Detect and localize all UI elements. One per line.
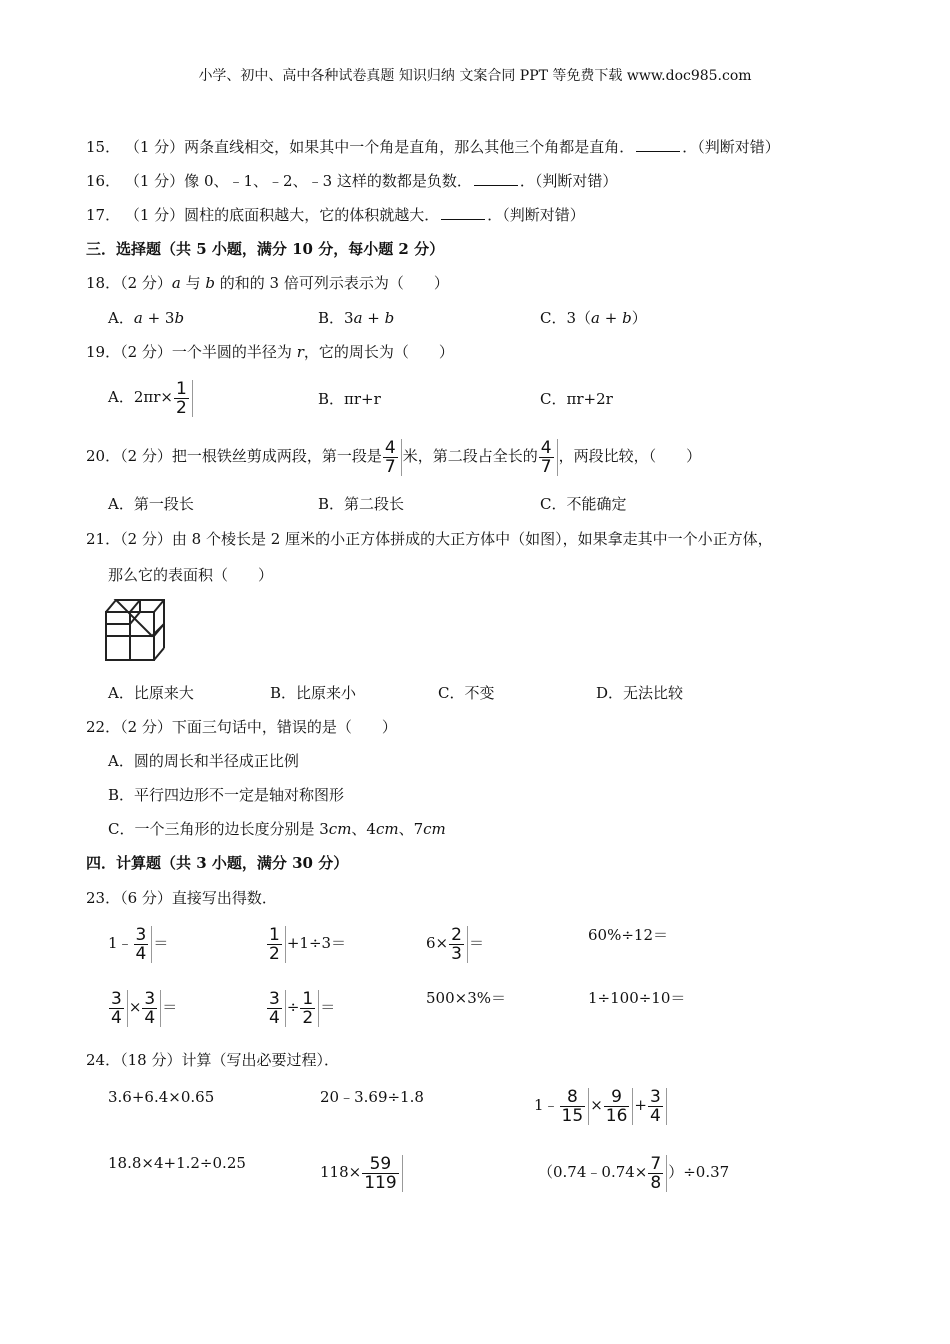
- expression-1: [108, 921, 168, 965]
- option-c[interactable]: C．不变: [438, 684, 495, 702]
- expression-8: 1÷100÷10＝: [588, 989, 686, 1007]
- denominator: 8: [650, 1172, 662, 1193]
- option-text: ）: [631, 309, 647, 327]
- option-a[interactable]: [108, 308, 184, 328]
- operator: ÷: [286, 998, 300, 1016]
- calculation-4: 18.8×4+1.2÷0.25: [108, 1154, 246, 1172]
- denominator: 4: [269, 1007, 280, 1028]
- option-text: 、7: [398, 820, 424, 838]
- option-a[interactable]: A．圆的周长和半径成正比例: [108, 752, 299, 770]
- option-b[interactable]: [318, 308, 394, 328]
- section-heading-choice: 三．选择题（共 5 小题，满分 10 分，每小题 2 分）: [86, 240, 445, 258]
- question-text: （2 分）把一根铁丝剪成两段，第一段是: [120, 447, 382, 465]
- fraction: [648, 1155, 667, 1192]
- denominator: 16: [605, 1105, 628, 1126]
- option-text: b: [622, 309, 632, 327]
- option-b[interactable]: B．第二段长: [318, 495, 405, 513]
- expression-5: [108, 985, 177, 1029]
- numerator: 4: [384, 437, 396, 458]
- calculation-3: [534, 1083, 668, 1127]
- option-b[interactable]: B．平行四边形不一定是轴对称图形: [108, 786, 345, 804]
- expression-text: ＝: [468, 934, 484, 952]
- denominator: 4: [111, 1007, 122, 1028]
- option-text: a: [353, 309, 363, 327]
- option-label: A．: [108, 309, 134, 327]
- expression-text: +1÷3＝: [286, 934, 347, 952]
- denominator: 7: [384, 456, 396, 477]
- option-text: 3（: [566, 309, 592, 327]
- unit: cm: [328, 820, 352, 838]
- question-21-line2: 那么它的表面积（ ）: [108, 566, 274, 584]
- denominator: 2: [302, 1007, 314, 1028]
- question-number: 22．: [86, 718, 121, 736]
- fraction: [604, 1088, 634, 1125]
- question-text: （2 分）下面三句话中，错误的是（ ）: [120, 718, 397, 736]
- calculation-1: 3.6+6.4×0.65: [108, 1088, 215, 1106]
- operator: ×: [590, 1096, 603, 1114]
- numerator: 1: [175, 378, 187, 399]
- option-text: +: [362, 309, 385, 327]
- expression-2: [266, 921, 346, 965]
- expression-3: [426, 921, 484, 965]
- variable-r: r: [296, 343, 304, 361]
- fraction: [560, 1088, 590, 1125]
- denominator: 2: [175, 397, 187, 418]
- question-number: 24．: [86, 1051, 121, 1069]
- option-c[interactable]: [540, 389, 613, 409]
- calculation-5: [320, 1150, 404, 1194]
- option-text: a: [591, 309, 600, 327]
- fraction: [134, 926, 153, 963]
- question-text-suffix: ．（判断对错）: [519, 172, 618, 190]
- numerator: 3: [649, 1086, 661, 1107]
- fraction: [267, 926, 286, 963]
- option-a[interactable]: [108, 375, 194, 419]
- option-text: C．一个三角形的边长度分别是 3: [108, 820, 329, 838]
- question-number: 16．: [86, 172, 121, 190]
- question-number: 21．: [86, 530, 121, 548]
- question-text: （2 分）: [120, 274, 172, 292]
- fraction: [648, 1088, 667, 1125]
- expression-text: ＝: [153, 934, 169, 952]
- question-number: 15．: [86, 138, 121, 156]
- expression-7: 500×3%＝: [426, 989, 506, 1007]
- question-text-suffix: ．（判断对错）: [682, 138, 780, 156]
- question-16: [86, 171, 617, 191]
- numerator: 1: [269, 924, 280, 945]
- variable-a: a: [171, 274, 181, 292]
- answer-blank[interactable]: [474, 171, 518, 186]
- question-text: ，两段比较，（ ）: [558, 447, 702, 465]
- expression-6: [266, 985, 335, 1029]
- question-text-suffix: ．（判断对错）: [487, 206, 585, 224]
- question-text: （2 分）一个半圆的半径为: [120, 343, 297, 361]
- option-c[interactable]: [108, 819, 446, 839]
- question-21: [86, 529, 773, 549]
- operator: ×: [128, 998, 142, 1016]
- option-label: C．: [540, 309, 567, 327]
- expression-4: 60%÷12＝: [588, 926, 668, 944]
- question-18: [86, 273, 449, 293]
- option-text: +: [599, 309, 623, 327]
- unit: cm: [423, 820, 446, 838]
- option-text: 2πr×: [133, 388, 173, 406]
- page-header: 小学、初中、高中各种试卷真题 知识归纳 文案合同 PPT 等免费下载 www.doc985.com: [198, 68, 752, 84]
- question-text: （18 分）计算（写出必要过程）．: [120, 1051, 339, 1069]
- fraction: [539, 439, 558, 476]
- option-c[interactable]: [540, 308, 647, 328]
- question-19: [86, 342, 454, 362]
- question-number: 23．: [86, 889, 121, 907]
- fraction: [300, 990, 319, 1027]
- operator: +: [634, 1096, 647, 1114]
- unit: cm: [375, 820, 399, 838]
- question-text: 与: [180, 274, 206, 292]
- question-20: [86, 434, 701, 478]
- denominator: 4: [649, 1105, 661, 1126]
- fraction: [449, 926, 468, 963]
- expression-text: 118×: [320, 1163, 362, 1181]
- question-text: 米，第二段占全长的: [402, 447, 538, 465]
- question-number: 19．: [86, 343, 121, 361]
- question-24: [86, 1050, 339, 1070]
- question-number: 18．: [86, 274, 121, 292]
- question-text: （6 分）直接写出得数．: [120, 889, 277, 907]
- numerator: 3: [144, 988, 156, 1009]
- fraction: [109, 990, 128, 1027]
- expression-text: ）÷0.37: [668, 1163, 730, 1181]
- option-text: a: [133, 309, 143, 327]
- fraction: [383, 439, 402, 476]
- fraction: [267, 990, 286, 1027]
- calculation-6: [538, 1150, 729, 1194]
- numerator: 3: [135, 924, 147, 945]
- answer-blank[interactable]: [441, 205, 485, 220]
- numerator: 3: [269, 988, 280, 1009]
- question-number: 17．: [86, 206, 121, 224]
- option-text: πr+2r: [566, 390, 613, 408]
- numerator: 4: [540, 437, 552, 458]
- denominator: 2: [269, 943, 280, 964]
- expression-text: 1﹣: [534, 1096, 559, 1114]
- question-number: 20．: [86, 447, 121, 465]
- option-c[interactable]: C．不能确定: [540, 495, 627, 513]
- question-text: （2 分）由 8 个棱长是 2 厘米的小正方体拼成的大正方体中（如图），如果拿走其中一个小正方体，: [120, 530, 773, 548]
- numerator: 7: [650, 1153, 662, 1174]
- option-text: b: [384, 309, 395, 327]
- option-a[interactable]: A．比原来大: [108, 684, 194, 702]
- question-23: [86, 888, 277, 908]
- fraction: [362, 1155, 402, 1192]
- fraction: [174, 380, 193, 417]
- question-text: （1 分）两条直线相交，如果其中一个角是直角，那么其他三个角都是直角．: [124, 138, 635, 156]
- expression-text: 6×: [426, 934, 449, 952]
- denominator: 15: [561, 1105, 584, 1126]
- option-a[interactable]: A．第一段长: [108, 495, 194, 513]
- answer-blank[interactable]: [636, 137, 680, 152]
- question-text: （1 分）圆柱的底面积越大，它的体积就越大．: [124, 206, 440, 224]
- option-b[interactable]: B．比原来小: [270, 684, 357, 702]
- numerator: 8: [566, 1086, 578, 1107]
- denominator: 3: [451, 943, 462, 964]
- option-d[interactable]: D．无法比较: [596, 684, 684, 702]
- denominator: 7: [540, 456, 552, 477]
- expression-text: 1﹣: [108, 934, 133, 952]
- denominator: 119: [364, 1172, 397, 1193]
- numerator: 59: [369, 1153, 392, 1174]
- expression-text: ＝: [162, 998, 178, 1016]
- expression-text: （0.74﹣0.74×: [538, 1163, 648, 1181]
- denominator: 4: [135, 943, 147, 964]
- option-label: C．: [540, 390, 567, 408]
- numerator: 2: [451, 924, 462, 945]
- question-15: [86, 137, 780, 157]
- numerator: 3: [111, 988, 122, 1009]
- question-22: [86, 717, 397, 737]
- question-17: [86, 205, 585, 225]
- denominator: 4: [144, 1007, 156, 1028]
- calculation-2: 20﹣3.69÷1.8: [320, 1088, 424, 1106]
- question-text: （1 分）像 0、﹣1、﹣2、﹣3 这样的数都是负数．: [124, 172, 472, 190]
- question-text: 的和的 3 倍可列示表示为（ ）: [215, 274, 449, 292]
- fraction: [142, 990, 161, 1027]
- question-text: ，它的周长为（ ）: [303, 343, 454, 361]
- expression-text: ＝: [320, 998, 336, 1016]
- option-text: 、4: [351, 820, 376, 838]
- numerator: 9: [611, 1086, 622, 1107]
- option-label: A．: [108, 388, 134, 406]
- option-text: 3: [344, 309, 354, 327]
- option-label: B．: [318, 390, 345, 408]
- section-heading-calculation: 四．计算题（共 3 小题，满分 30 分）: [86, 854, 349, 872]
- option-text: + 3: [142, 309, 175, 327]
- variable-b: b: [205, 274, 216, 292]
- option-text: b: [174, 309, 185, 327]
- option-b[interactable]: [318, 389, 381, 409]
- cube-figure: [100, 596, 174, 666]
- option-text: πr+r: [344, 390, 381, 408]
- numerator: 1: [302, 988, 314, 1009]
- option-label: B．: [318, 309, 345, 327]
